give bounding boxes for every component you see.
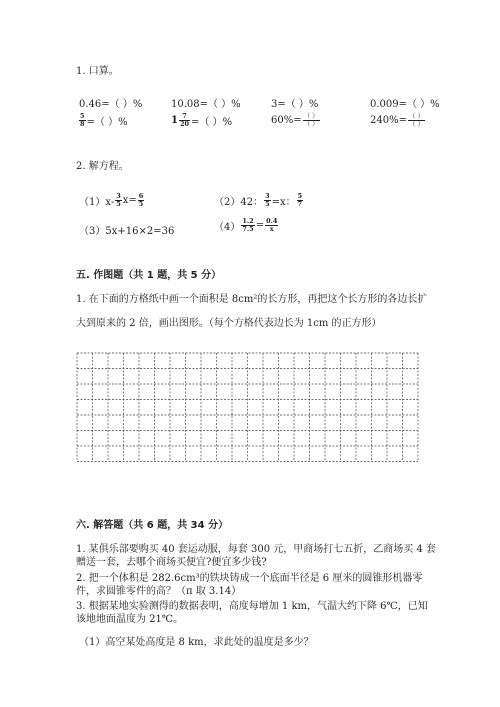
blank-fraction: $\frac{( )}{( )}$ xyxy=(408,112,425,128)
section-title-fangcheng: 2. 解方程。 xyxy=(76,161,129,172)
question-3-text: 3. 根据某地实验测得的数据表明，高度每增加 1 km，气温大约下降 6℃，已知 xyxy=(76,601,428,612)
kousuan-item-7: 60%= $\frac{( )}{( )}$ xyxy=(271,112,319,128)
equation-1: （1）x- $\frac{3}{5}$ x= $\frac{6}{5}$ xyxy=(79,192,144,208)
section-heading-five: 五. 作图题（共 1 题，共 5 分） xyxy=(76,270,222,281)
question-3-text: 该地地面温度为 21℃。 xyxy=(76,614,184,625)
question-text: 1. 在下面的方格纸中画一个面积是 8cm²的长方形，再把这个长方形的各边长扩 xyxy=(76,294,428,305)
equation-3: （3）5x+16×2=36 xyxy=(79,226,175,237)
equation-2: （2）42： $\frac{3}{5}$ =x： $\frac{5}{7}$ xyxy=(214,192,303,208)
section-title-kousuan: 1. 口算。 xyxy=(76,66,119,77)
section-heading-six: 六. 解答题（共 6 题，共 34 分） xyxy=(76,520,229,531)
kousuan-item-4: 0.009=（ ）% xyxy=(370,99,440,110)
question-2-text: 件，求圆锥零件的高？（π 取 3.14） xyxy=(76,586,242,597)
kousuan-item-8: 240%= $\frac{( )}{( )}$ xyxy=(370,112,425,128)
blank-fraction: $\frac{( )}{( )}$ xyxy=(303,112,319,128)
question-1-text: 1. 某俱乐部要购买 40 套运动服，每套 300 元，甲商场打七五折，乙商场买 4 套 xyxy=(76,544,436,555)
equation-4: （4） $\frac{1.2}{7.5}$ = $\frac{0.4}{x}$ xyxy=(214,217,278,233)
mixed-number: 1 $\frac{7}{20}$ xyxy=(171,112,190,128)
grid-paper xyxy=(76,352,421,493)
kousuan-item-2: 10.08=（ ）% xyxy=(171,99,241,110)
kousuan-item-5: $\frac{5}{8}$ =（ ）% xyxy=(80,112,128,128)
question-3-sub-1: （1）高空某处高度是 8 km，求此处的温度是多少？ xyxy=(79,637,314,648)
question-2-text: 2. 把一个体积是 282.6cm³的铁块铸成一个底面半径是 6 厘米的圆锥形机器零 xyxy=(76,573,423,584)
kousuan-item-6: 1 $\frac{7}{20}$ =（ ）% xyxy=(171,112,233,128)
question-text: 大到原来的 2 倍，画出图形。（每个方格代表边长为 1cm 的正方形） xyxy=(76,318,382,329)
question-1-text: 赠送一套，去哪个商场买便宜?便宜多少钱? xyxy=(76,557,267,568)
kousuan-item-1: 0.46=（ ）% xyxy=(79,99,143,110)
fraction: $\frac{5}{8}$ xyxy=(80,112,85,128)
kousuan-item-3: 3=（ ）% xyxy=(271,99,319,110)
